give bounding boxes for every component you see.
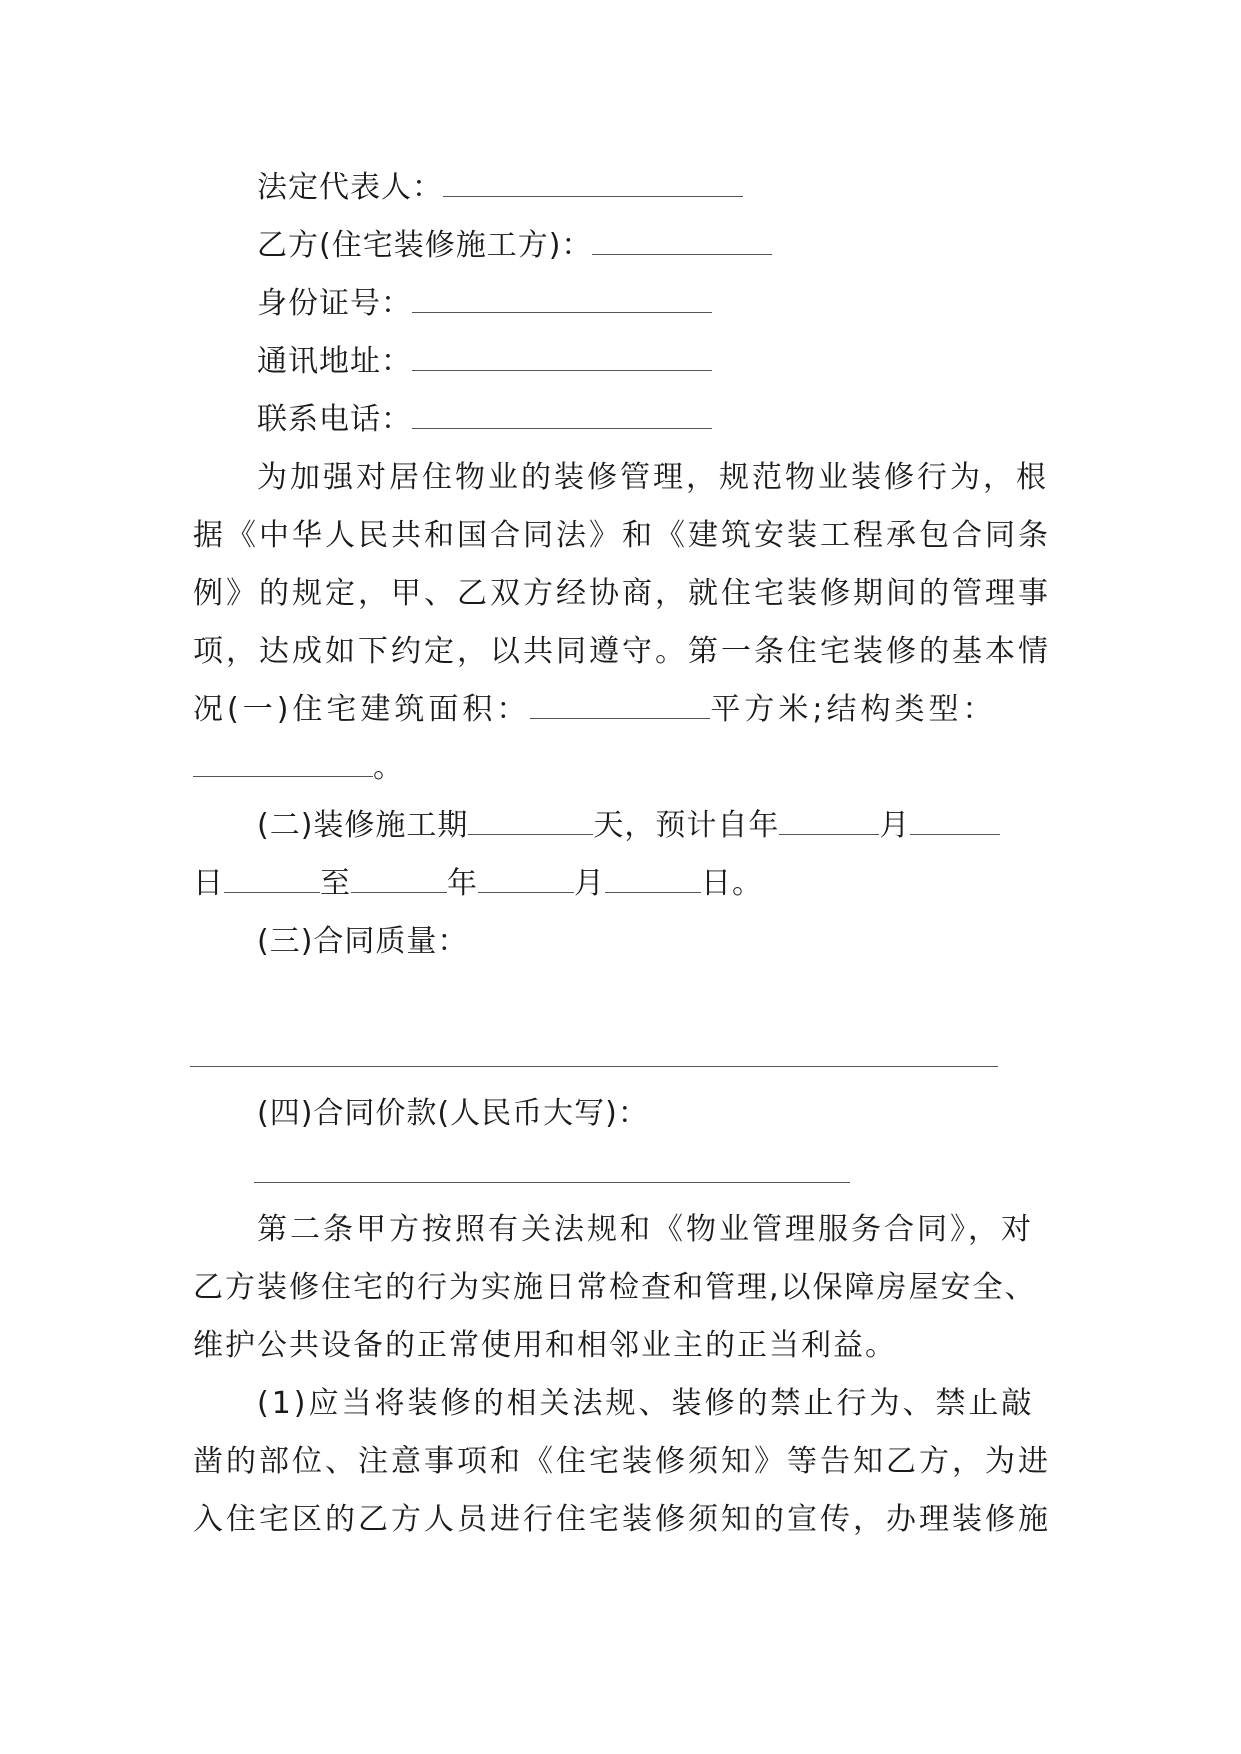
- start-day-blank: [224, 866, 320, 893]
- article2-line1: 第二条甲方按照有关法规和《物业管理服务合同》，对: [257, 1212, 1034, 1247]
- legal-representative-line: [257, 170, 743, 206]
- party-b-line: [257, 228, 772, 264]
- phone-line: [257, 402, 712, 438]
- legal-representative-blank: [443, 170, 743, 197]
- paragraph1-line5: [193, 692, 997, 728]
- structure-type-blank: [193, 750, 373, 777]
- address-blank: [412, 344, 712, 371]
- quality-blank-line: [190, 1066, 998, 1067]
- end-day-blank: [605, 866, 701, 893]
- item2-label: (二)装修施工期: [257, 808, 469, 843]
- item2-month2-text: 月: [574, 866, 605, 901]
- paragraph1-line1: [257, 460, 1055, 496]
- paragraph1-line4: 项，达成如下约定，以共同遵守。第一条住宅装修的基本情: [193, 634, 1051, 669]
- item2-days-text: 天，预计自年: [593, 808, 780, 843]
- end-year-blank: [351, 866, 447, 893]
- paragraph1-line2: 据《中华人民共和国合同法》和《建筑安装工程承包合同条: [193, 518, 1051, 553]
- structure-type-label: 平方米;结构类型：: [710, 692, 997, 727]
- clause1-line3: 入住宅区的乙方人员进行住宅装修须知的宣传，办理装修施: [193, 1502, 1051, 1537]
- paragraph1-line1-text: 为加强对居住物业的装修管理，规范物业装修行为，根: [257, 460, 1049, 495]
- id-number-line: [257, 286, 712, 322]
- id-number-label: 身份证号：: [257, 286, 412, 321]
- item2-year-text: 年: [447, 866, 478, 901]
- item2-line1: [257, 808, 1000, 844]
- address-label: 通讯地址：: [257, 344, 412, 379]
- phone-label: 联系电话：: [257, 402, 412, 437]
- start-year-blank: [779, 808, 879, 835]
- phone-blank: [412, 402, 712, 429]
- clause1-line1: (1)应当将装修的相关法规、装修的禁止行为、禁止敲: [257, 1386, 1035, 1421]
- item2-day2-text: 日。: [701, 866, 763, 901]
- item3-label: (三)合同质量：: [257, 924, 469, 959]
- item2-to-text: 至: [320, 866, 351, 901]
- end-month-blank: [478, 866, 574, 893]
- legal-representative-label: 法定代表人：: [257, 170, 443, 205]
- item2-month-text: 月: [879, 808, 911, 843]
- paragraph1-end-mark: 。: [373, 750, 404, 785]
- address-line: [257, 344, 712, 380]
- building-area-blank: [530, 692, 710, 719]
- party-b-blank: [592, 228, 772, 255]
- article2-line2: 乙方装修住宅的行为实施日常检查和管理,以保障房屋安全、: [193, 1270, 1037, 1305]
- start-month-blank: [910, 808, 1000, 835]
- item2-line2: [193, 866, 763, 902]
- building-area-label: 况(一)住宅建筑面积：: [193, 692, 531, 727]
- price-blank-line: [254, 1182, 850, 1183]
- id-number-blank: [412, 286, 712, 313]
- clause1-line2: 凿的部位、注意事项和《住宅装修须知》等告知乙方，为进: [193, 1444, 1051, 1479]
- party-b-label: 乙方(住宅装修施工方)：: [257, 228, 593, 263]
- article2-line3: 维护公共设备的正常使用和相邻业主的正当利益。: [193, 1328, 897, 1363]
- item4-label: (四)合同价款(人民币大写)：: [257, 1096, 649, 1131]
- paragraph1-line3: 例》的规定，甲、乙双方经协商，就住宅装修期间的管理事: [193, 576, 1051, 611]
- duration-days-blank: [468, 808, 593, 835]
- item2-day-text: 日: [193, 866, 224, 901]
- paragraph1-line6: [193, 750, 404, 786]
